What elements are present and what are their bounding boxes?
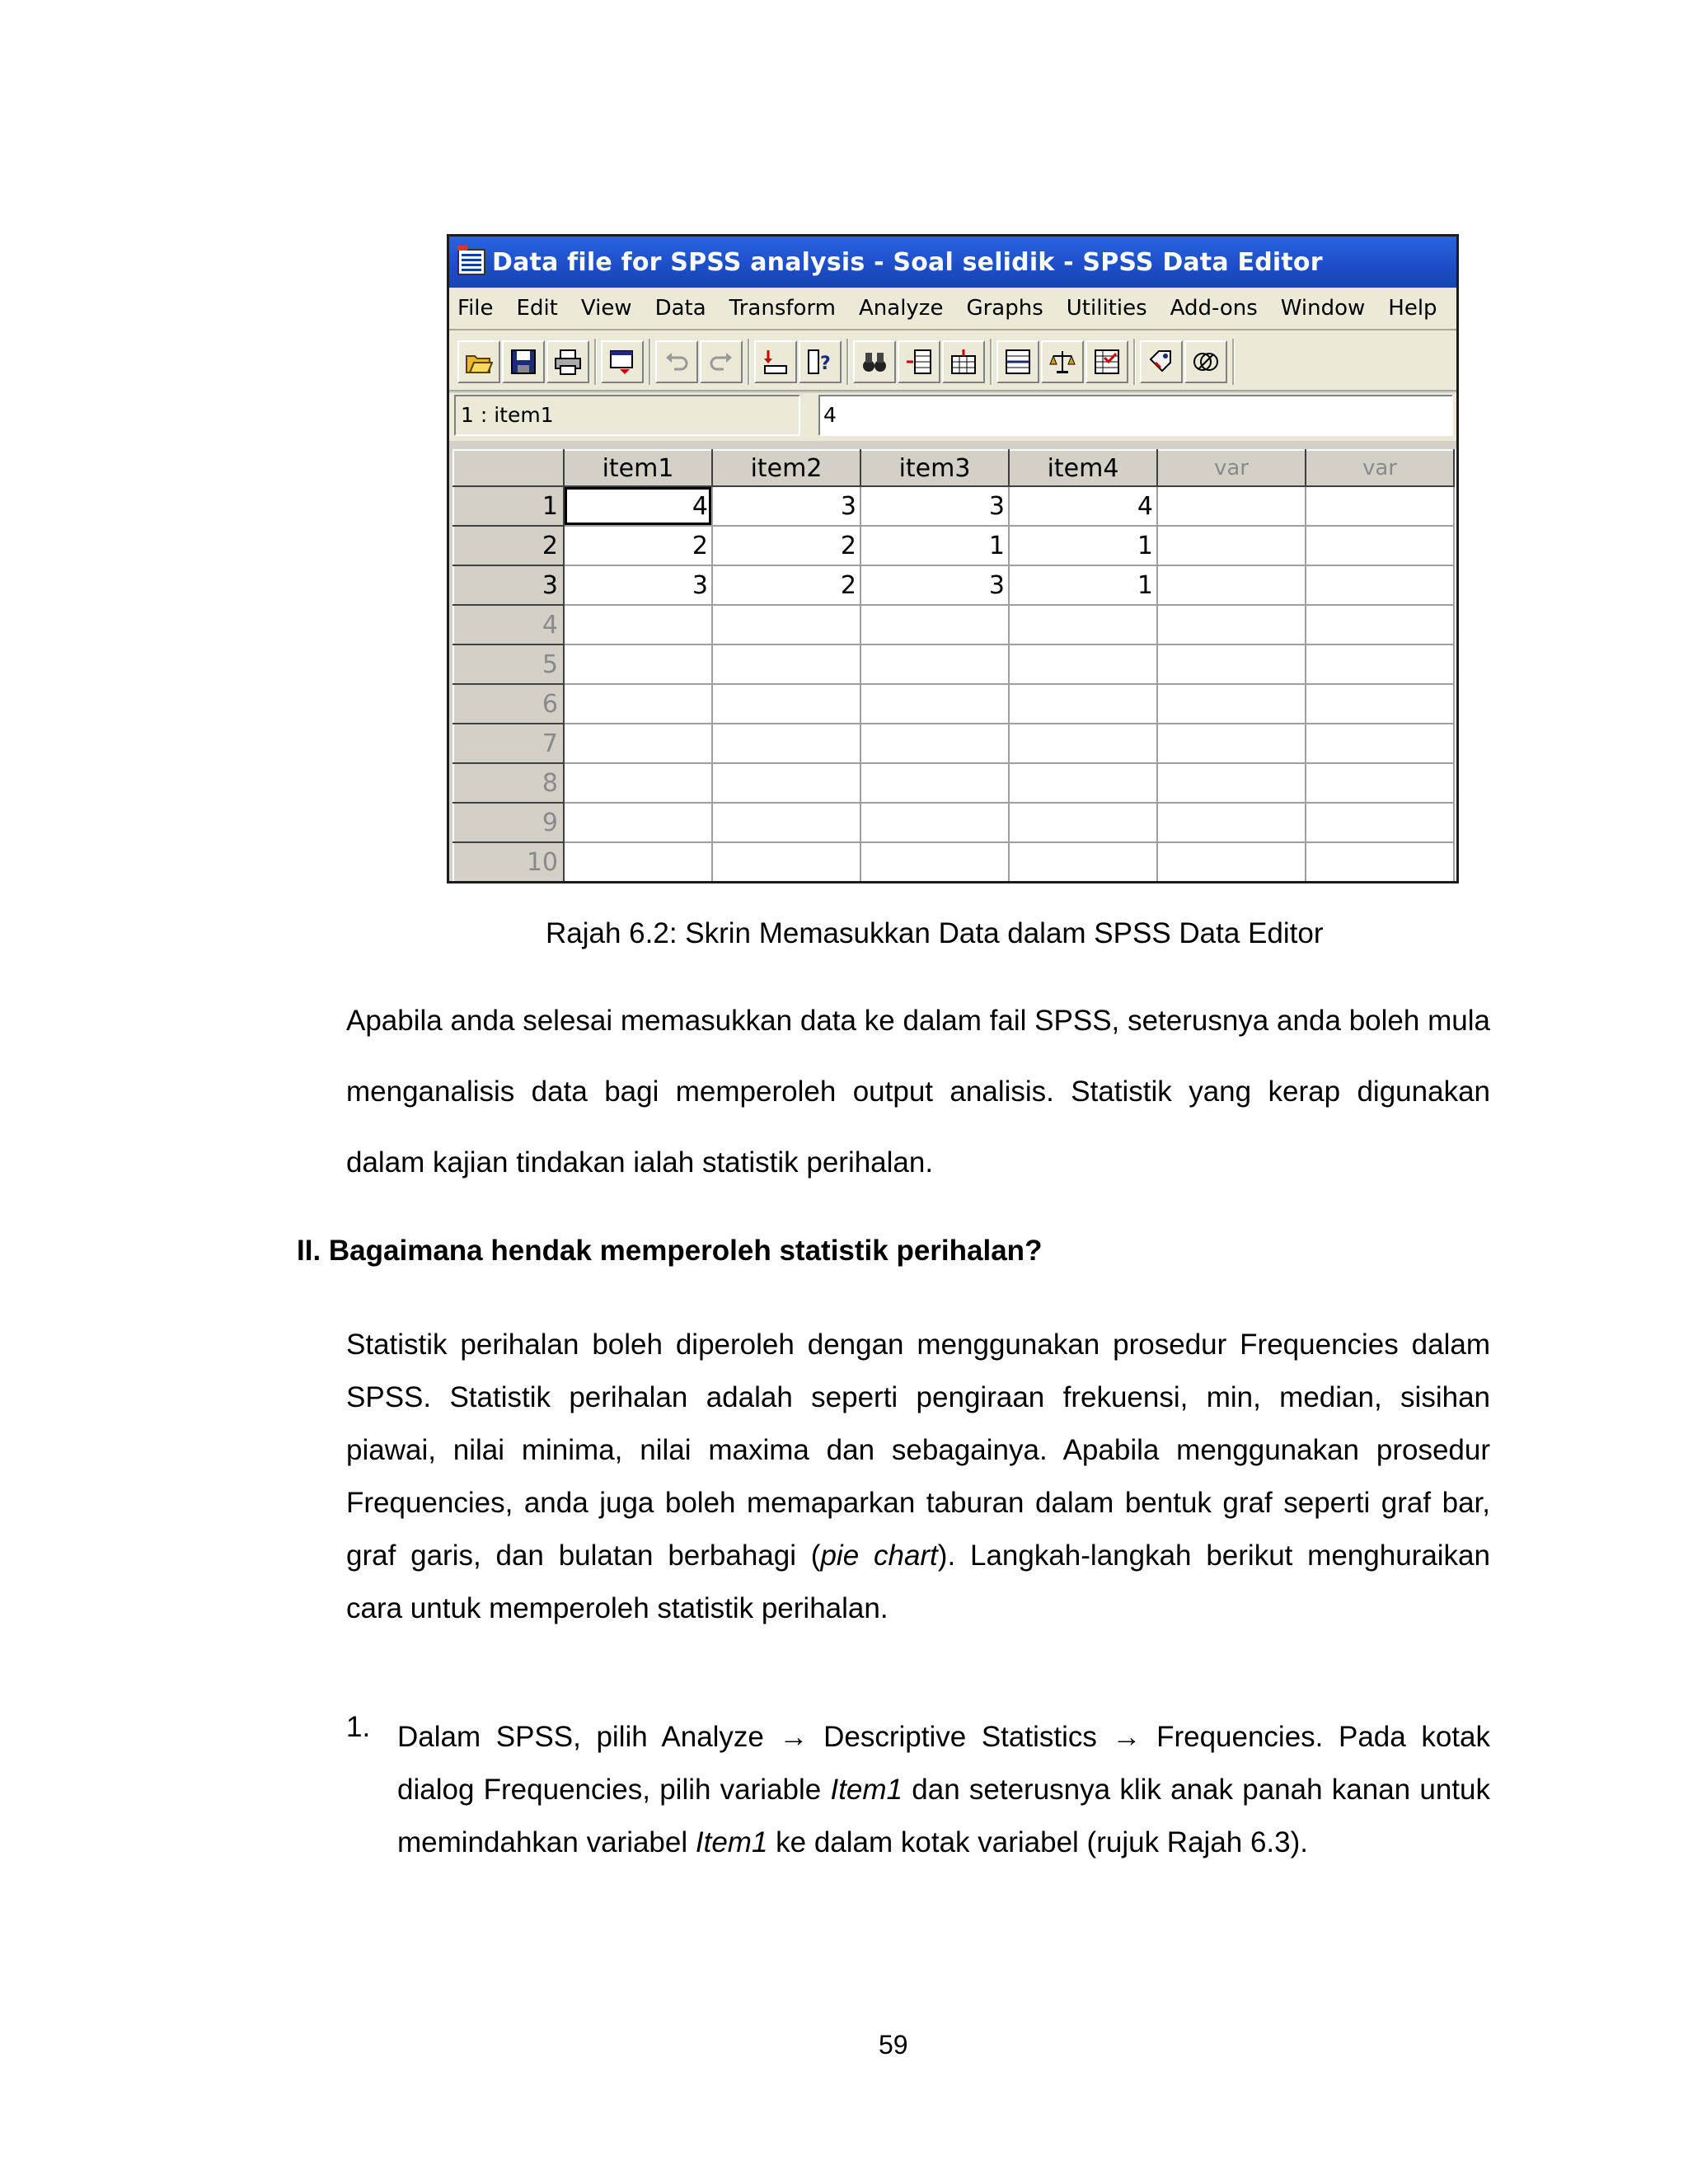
grid-cell[interactable] [1157, 565, 1306, 605]
list-item-text-b: dan seterusnya klik anak panah kanan untuk memindahkan variabel [397, 1774, 1490, 1858]
paragraph-2-text-a: Statistik perihalan boleh diperoleh dengan menggunakan prosedur Frequencies dalam SPSS. Statistik perihalan adalah seperti pengiraan frekuensi, min, median, sisihan piawai, nilai minima, nilai maxima dan sebagainya. Apabila menggunakan prosedur Frequencies, anda juga boleh memaparkan taburan dalam bentuk graf seperti graf bar, graf garis, dan bulatan berbahagi ( [346, 1329, 1490, 1572]
grid-cell[interactable] [1306, 803, 1454, 842]
menu-help[interactable]: Help [1388, 296, 1437, 321]
grid-cell[interactable] [712, 763, 860, 803]
grid-cell[interactable] [1306, 565, 1454, 605]
grid-cell[interactable] [1306, 605, 1454, 644]
grid-cell[interactable] [564, 644, 712, 684]
row-header[interactable]: 2 [453, 526, 564, 565]
grid-body [453, 486, 1454, 881]
figure-caption: Rajah 6.2: Skrin Memasukkan Data dalam SPSS Data Editor [546, 917, 1324, 949]
grid-cell[interactable] [564, 842, 712, 881]
grid-cell[interactable] [1306, 486, 1454, 526]
column-header-item4[interactable]: item4 [1009, 450, 1157, 486]
spss-data-editor-figure [447, 234, 1459, 883]
grid-cell[interactable]: 2 [712, 565, 860, 605]
grid-cell[interactable] [1009, 644, 1157, 684]
value-labels-icon[interactable] [1140, 340, 1183, 383]
grid-cell[interactable] [712, 842, 860, 881]
grid-row [453, 486, 1454, 526]
row-header[interactable]: 3 [453, 565, 564, 605]
print-icon[interactable] [546, 340, 589, 383]
grid-row [453, 763, 1454, 803]
select-cases-icon[interactable] [1085, 340, 1128, 383]
variables-icon[interactable] [799, 340, 842, 383]
row-header[interactable]: 8 [453, 763, 564, 803]
toolbar [449, 330, 1456, 391]
menu-transform[interactable]: Transform [729, 296, 836, 321]
grid-cell[interactable] [1306, 842, 1454, 881]
use-sets-icon[interactable] [1184, 340, 1227, 383]
paragraph-1: Apabila anda selesai memasukkan data ke dalam fail SPSS, seterusnya anda boleh mula menganalisis data bagi memperoleh output analisis. Statistik yang kerap digunakan dalam kajian tindakan ialah statistik perihalan. [346, 1005, 1490, 1179]
row-header[interactable]: 7 [453, 724, 564, 763]
grid-cell[interactable]: 1 [1009, 565, 1157, 605]
grid-cell[interactable] [712, 724, 860, 763]
grid-cell[interactable] [1306, 763, 1454, 803]
grid-cell[interactable] [564, 684, 712, 724]
grid-cell[interactable] [564, 724, 712, 763]
data-grid-area [452, 449, 1456, 881]
row-header[interactable]: 5 [453, 644, 564, 684]
paragraph-2 [346, 1319, 1490, 1635]
grid-cell[interactable] [712, 644, 860, 684]
grid-cell[interactable] [1157, 763, 1306, 803]
row-header[interactable]: 10 [453, 842, 564, 881]
grid-cell[interactable] [1306, 644, 1454, 684]
window-title: Data file for SPSS analysis - Soal selidik - SPSS Data Editor [492, 247, 1323, 277]
data-grid [452, 449, 1455, 881]
grid-cell[interactable] [1157, 724, 1306, 763]
grid-row [453, 684, 1454, 724]
grid-cell[interactable] [1009, 842, 1157, 881]
grid-cell[interactable] [860, 644, 1009, 684]
grid-cell[interactable]: 3 [712, 486, 860, 526]
menu-bar [449, 288, 1456, 330]
grid-cell[interactable] [1157, 526, 1306, 565]
grid-cell[interactable] [1306, 684, 1454, 724]
grid-cell[interactable]: 3 [564, 565, 712, 605]
grid-cell[interactable] [712, 605, 860, 644]
grid-row [453, 803, 1454, 842]
grid-cell[interactable] [860, 684, 1009, 724]
grid-cell[interactable] [1157, 684, 1306, 724]
split-file-icon[interactable] [996, 340, 1039, 383]
grid-row [453, 605, 1454, 644]
grid-row [453, 526, 1454, 565]
grid-cell[interactable]: 3 [860, 486, 1009, 526]
grid-cell[interactable] [860, 842, 1009, 881]
grid-cell[interactable]: 1 [1009, 526, 1157, 565]
grid-cell[interactable]: 4 [1009, 486, 1157, 526]
page-number: 59 [879, 2030, 908, 2060]
svg-text:?: ? [820, 354, 831, 374]
menu-data[interactable]: Data [654, 296, 706, 321]
menu-window[interactable]: Window [1280, 296, 1366, 321]
row-header[interactable]: 9 [453, 803, 564, 842]
grid-cell[interactable] [1009, 605, 1157, 644]
grid-row [453, 644, 1454, 684]
grid-cell[interactable] [1306, 724, 1454, 763]
menu-view[interactable]: View [580, 296, 632, 321]
grid-header-row [453, 450, 1454, 486]
grid-cell[interactable] [1009, 684, 1157, 724]
list-item-text [397, 1711, 1490, 1869]
menu-file[interactable]: File [457, 296, 494, 321]
grid-cell[interactable] [860, 803, 1009, 842]
list-item-italic-1: Item1 [830, 1774, 903, 1806]
save-icon[interactable] [502, 340, 545, 383]
grid-cell[interactable] [860, 763, 1009, 803]
redo-icon[interactable] [700, 340, 743, 383]
cell-editor-bar [449, 393, 1456, 441]
grid-cell[interactable]: 3 [860, 565, 1009, 605]
row-header[interactable]: 1 [453, 486, 564, 526]
menu-utilities[interactable]: Utilities [1066, 296, 1147, 321]
section-heading: II. Bagaimana hendak memperoleh statistik perihalan? [297, 1235, 1043, 1267]
open-file-icon[interactable] [457, 340, 500, 383]
grid-cell[interactable]: 4 [564, 486, 712, 526]
grid-cell[interactable] [1157, 644, 1306, 684]
grid-cell[interactable] [1306, 526, 1454, 565]
grid-cell[interactable]: 2 [564, 526, 712, 565]
cell-reference-box: 1 : item1 [454, 395, 800, 436]
paragraph-2-text-b: ). Langkah-langkah berikut menghuraikan cara untuk memperoleh statistik perihalan. [346, 1540, 1490, 1624]
grid-cell[interactable] [860, 605, 1009, 644]
grid-cell[interactable] [1009, 724, 1157, 763]
goto-case-icon[interactable] [754, 340, 797, 383]
find-icon[interactable] [853, 340, 896, 383]
column-header-var[interactable]: var [1157, 450, 1306, 486]
grid-row [453, 565, 1454, 605]
grid-row [453, 724, 1454, 763]
row-header[interactable]: 4 [453, 605, 564, 644]
undo-icon[interactable] [655, 340, 698, 383]
insert-cases-icon[interactable] [898, 340, 940, 383]
grid-cell[interactable]: 2 [712, 526, 860, 565]
list-item-italic-2: Item1 [695, 1826, 768, 1858]
grid-cell[interactable]: 1 [860, 526, 1009, 565]
list-item-text-a: Dalam SPSS, pilih Analyze → Descriptive Statistics → Frequencies. Pada kotak dialog Frequencies, pilih variable [397, 1721, 1490, 1806]
grid-cell[interactable] [1157, 605, 1306, 644]
cell-value-input[interactable]: 4 [818, 395, 1453, 436]
grid-row [453, 842, 1454, 881]
grid-cell[interactable] [1009, 803, 1157, 842]
window-titlebar[interactable] [449, 237, 1456, 288]
column-header-var[interactable]: var [1306, 450, 1454, 486]
grid-cell[interactable] [564, 803, 712, 842]
menu-graphs[interactable]: Graphs [966, 296, 1043, 321]
grid-corner[interactable] [453, 450, 564, 486]
list-item-text-c: ke dalam kotak variabel (rujuk Rajah 6.3). [767, 1826, 1309, 1858]
grid-cell[interactable] [1157, 803, 1306, 842]
grid-cell[interactable] [564, 605, 712, 644]
menu-add-ons[interactable]: Add-ons [1170, 296, 1258, 321]
grid-cell[interactable] [564, 763, 712, 803]
grid-cell[interactable] [1157, 486, 1306, 526]
grid-cell[interactable] [712, 803, 860, 842]
column-header-item1[interactable]: item1 [564, 450, 712, 486]
menu-analyze[interactable]: Analyze [859, 296, 944, 321]
insert-variable-icon[interactable] [942, 340, 985, 383]
column-header-item2[interactable]: item2 [712, 450, 860, 486]
dialog-recall-icon[interactable] [601, 340, 644, 383]
list-item-number: 1. [346, 1711, 371, 1743]
weight-cases-icon[interactable] [1041, 340, 1084, 383]
grid-cell[interactable] [712, 684, 860, 724]
grid-cell[interactable] [1009, 763, 1157, 803]
grid-cell[interactable] [1157, 842, 1306, 881]
column-header-item3[interactable]: item3 [860, 450, 1009, 486]
grid-cell[interactable] [860, 724, 1009, 763]
menu-edit[interactable]: Edit [516, 296, 558, 321]
row-header[interactable]: 6 [453, 684, 564, 724]
spss-app-icon [457, 249, 485, 275]
paragraph-2-italic: pie chart [820, 1540, 938, 1572]
